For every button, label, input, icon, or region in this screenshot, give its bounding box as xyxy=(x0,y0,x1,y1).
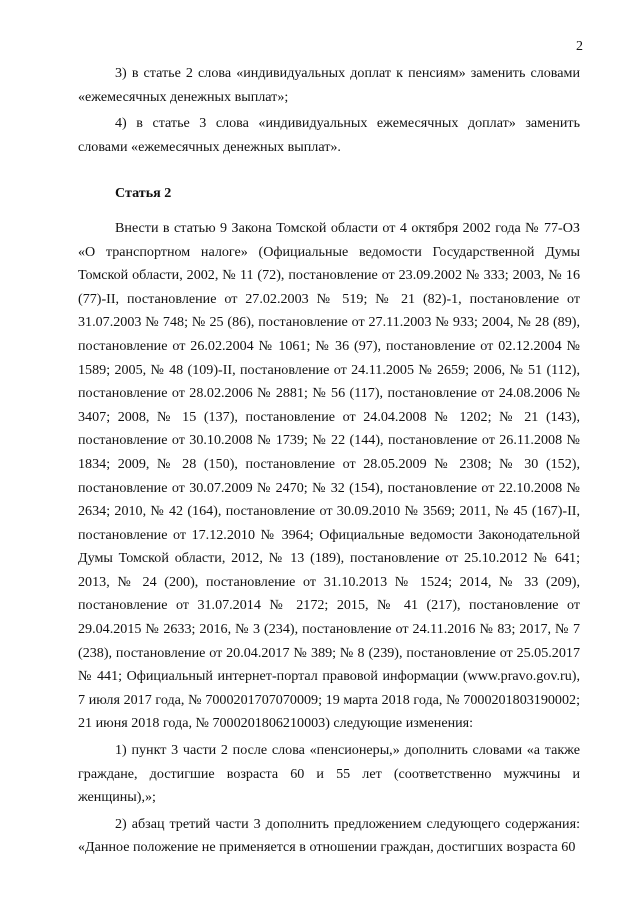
document-body xyxy=(78,62,580,860)
paragraph-item-4: 4) в статье 3 слова «индивидуальных ежемесячных доплат» заменить словами «ежемесячных денежных выплат». xyxy=(78,115,580,155)
page-number: 2 xyxy=(576,39,583,54)
article-intro-paragraph: Внести в статью 9 Закона Томской области от 4 октября 2002 года № 77-ОЗ «О транспортном налоге» (Официальные ведомости Государственной Думы Томской области, 2002, № 11 (72), постановление от 23.09.2002 № 333; 2003, № 16 (77)-II, постановление от 27.02.2003 № 519; № 21 (82)-1, постановление от 31.07.2003 № 748; № 25 (86), постановление от 27.11.2003 № 933; 2004, № 28 (89), постановление от 26.02.2004 № 1061; № 36 (97), постановление от 02.12.2004 № 1589; 2005, № 48 (109)-II, постановление от 24.11.2005 № 2659; 2006, № 51 (112), постановление от 28.02.2006 № 2881; № 56 (117), постановление от 24.08.2006 № 3407; 2008, № 15 (137), постановление от 24.04.2008 № 1202; № 21 (143), постановление от 30.10.2008 № 1739; № 22 (144), постановление от 26.11.2008 № 1834; 2009, № 28 (150), постановление от 28.05.2009 № 2308; № 30 (152), постановление от 30.07.2009 № 2470; № 32 (154), постановление от 22.10.2008 № 2634; 2010, № 42 (164), постановление от 30.09.2010 № 3569; 2011, № 45 (167)-II, постановление от 17.12.2010 № 3964; Официальные ведомости Законодательной Думы Томской области, 2012, № 13 (189), постановление от 25.10.2012 № 641; 2013, № 24 (200), постановление от 31.10.2013 № 1524; 2014, № 33 (209), постановление от 31.07.2014 № 2172; 2015, № 41 (217), постановление от 29.04.2015 № 2633; 2016, № 3 (234), постановление от 24.11.2016 № 83; 2017, № 7 (238), постановление от 20.04.2017 № 389; № 8 (239), постановление от 25.05.2017 № 441; Официальный интернет-портал правовой информации (www.pravo.gov.ru), 7 июля 2017 года, № 7000201707070009; 19 марта 2018 года, № 7000201803190002; 21 июня 2018 года, № 7000201806210003) следующие изменения: xyxy=(78,219,580,732)
paragraph-item-3: 3) в статье 2 слова «индивидуальных доплат к пенсиям» заменить словами «ежемесячных денежных выплат»; xyxy=(78,65,580,105)
article-item-1: 1) пункт 3 части 2 после слова «пенсионеры,» дополнить словами «а также граждане, достигшие возраста 60 и 55 лет (соответственно мужчины и женщины),»; xyxy=(78,742,580,806)
article-heading: Статья 2 xyxy=(115,185,172,202)
article-item-2: 2) абзац третий части 3 дополнить предложением следующего содержания: «Данное положение не применяется в отношении граждан, достигших возраста 60 xyxy=(78,815,580,856)
